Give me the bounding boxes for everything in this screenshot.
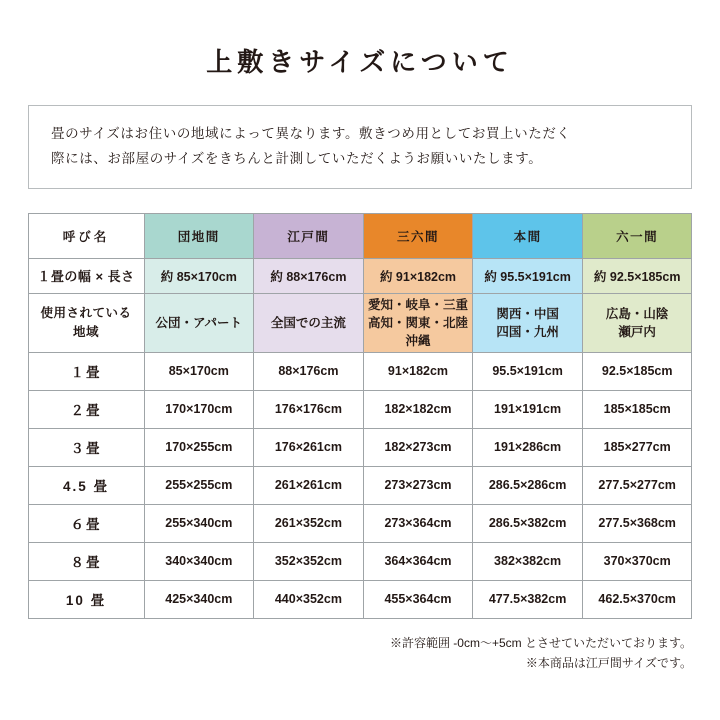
table-header-row [28, 213, 692, 258]
table-cell: 462.5×370cm [582, 580, 692, 618]
note-line: 際には、お部屋のサイズをきちんと計測していただくようお願いいたします。 [51, 150, 543, 166]
row-label: ３畳 [28, 428, 144, 466]
table-row [28, 390, 692, 428]
table-row [28, 542, 692, 580]
table-cell: 170×255cm [144, 428, 254, 466]
row-label: １畳の幅 × 長さ [28, 258, 144, 293]
table-cell: 182×182cm [363, 390, 473, 428]
table-cell: 382×382cm [473, 542, 583, 580]
footnote-line: ※許容範囲 -0cm〜+5cm とさせていただいております。 [389, 635, 692, 650]
table-cell: 191×286cm [473, 428, 583, 466]
row-label: ２畳 [28, 390, 144, 428]
table-cell: 440×352cm [254, 580, 364, 618]
table-cell: 191×191cm [473, 390, 583, 428]
table-row [28, 580, 692, 618]
table-row [28, 428, 692, 466]
table-cell: 255×340cm [144, 504, 254, 542]
row-label: 4.5 畳 [28, 466, 144, 504]
header-cell-0: 団地間 [144, 213, 254, 258]
table-cell: 261×261cm [254, 466, 364, 504]
note-line: 畳のサイズはお住いの地域によって異なります。敷きつめ用としてお買上いただく [51, 126, 571, 141]
table-cell: 約 95.5×191cm [473, 258, 583, 293]
table-cell: 277.5×368cm [582, 504, 692, 542]
table-cell: 170×170cm [144, 390, 254, 428]
footnotes [0, 633, 692, 674]
table-cell: 261×352cm [254, 504, 364, 542]
table-cell: 約 85×170cm [144, 258, 254, 293]
table-cell: 277.5×277cm [582, 466, 692, 504]
row-label: 10 畳 [28, 580, 144, 618]
table-cell: 425×340cm [144, 580, 254, 618]
table-body [28, 258, 692, 618]
table-cell: 95.5×191cm [473, 352, 583, 390]
table-cell: 273×364cm [363, 504, 473, 542]
table-cell: 185×185cm [582, 390, 692, 428]
footnote-line: ※本商品は江戸間サイズです。 [525, 656, 692, 671]
table-cell: 85×170cm [144, 352, 254, 390]
table-info-row [28, 293, 692, 352]
table-cell: 185×277cm [582, 428, 692, 466]
table-cell: 88×176cm [254, 352, 364, 390]
table-cell: 182×273cm [363, 428, 473, 466]
header-cell-4: 六一間 [582, 213, 692, 258]
table-cell: 約 91×182cm [363, 258, 473, 293]
note-box [28, 105, 692, 189]
table-info-row [28, 258, 692, 293]
page-title: 上敷きサイズについて [206, 47, 514, 77]
table-cell: 364×364cm [363, 542, 473, 580]
table-cell: 286.5×382cm [473, 504, 583, 542]
table-row [28, 352, 692, 390]
table-cell: 全国での主流 [254, 293, 364, 352]
header-cell-2: 三六間 [363, 213, 473, 258]
header-cell-1: 江戸間 [254, 213, 364, 258]
table-cell: 455×364cm [363, 580, 473, 618]
row-label: ６畳 [28, 504, 144, 542]
table-cell: 約 88×176cm [254, 258, 364, 293]
table-cell: 約 92.5×185cm [582, 258, 692, 293]
table-cell: 176×261cm [254, 428, 364, 466]
table-cell: 92.5×185cm [582, 352, 692, 390]
table-cell: 176×176cm [254, 390, 364, 428]
table-cell: 340×340cm [144, 542, 254, 580]
table-cell: 91×182cm [363, 352, 473, 390]
header-cell-name: 呼び名 [28, 213, 144, 258]
row-label: 使用されている 地域 [28, 293, 144, 352]
table-cell: 286.5×286cm [473, 466, 583, 504]
row-label: １畳 [28, 352, 144, 390]
table-cell: 愛知・岐阜・三重 高知・関東・北陸 沖縄 [363, 293, 473, 352]
table-cell: 255×255cm [144, 466, 254, 504]
table-cell: 広島・山陰 瀬戸内 [582, 293, 692, 352]
table-cell: 関西・中国 四国・九州 [473, 293, 583, 352]
row-label: ８畳 [28, 542, 144, 580]
table-row [28, 466, 692, 504]
table-cell: 370×370cm [582, 542, 692, 580]
header-cell-3: 本間 [473, 213, 583, 258]
table-cell: 352×352cm [254, 542, 364, 580]
table-cell: 公団・アパート [144, 293, 254, 352]
table-row [28, 504, 692, 542]
size-table [28, 213, 693, 619]
table-cell: 273×273cm [363, 466, 473, 504]
table-cell: 477.5×382cm [473, 580, 583, 618]
